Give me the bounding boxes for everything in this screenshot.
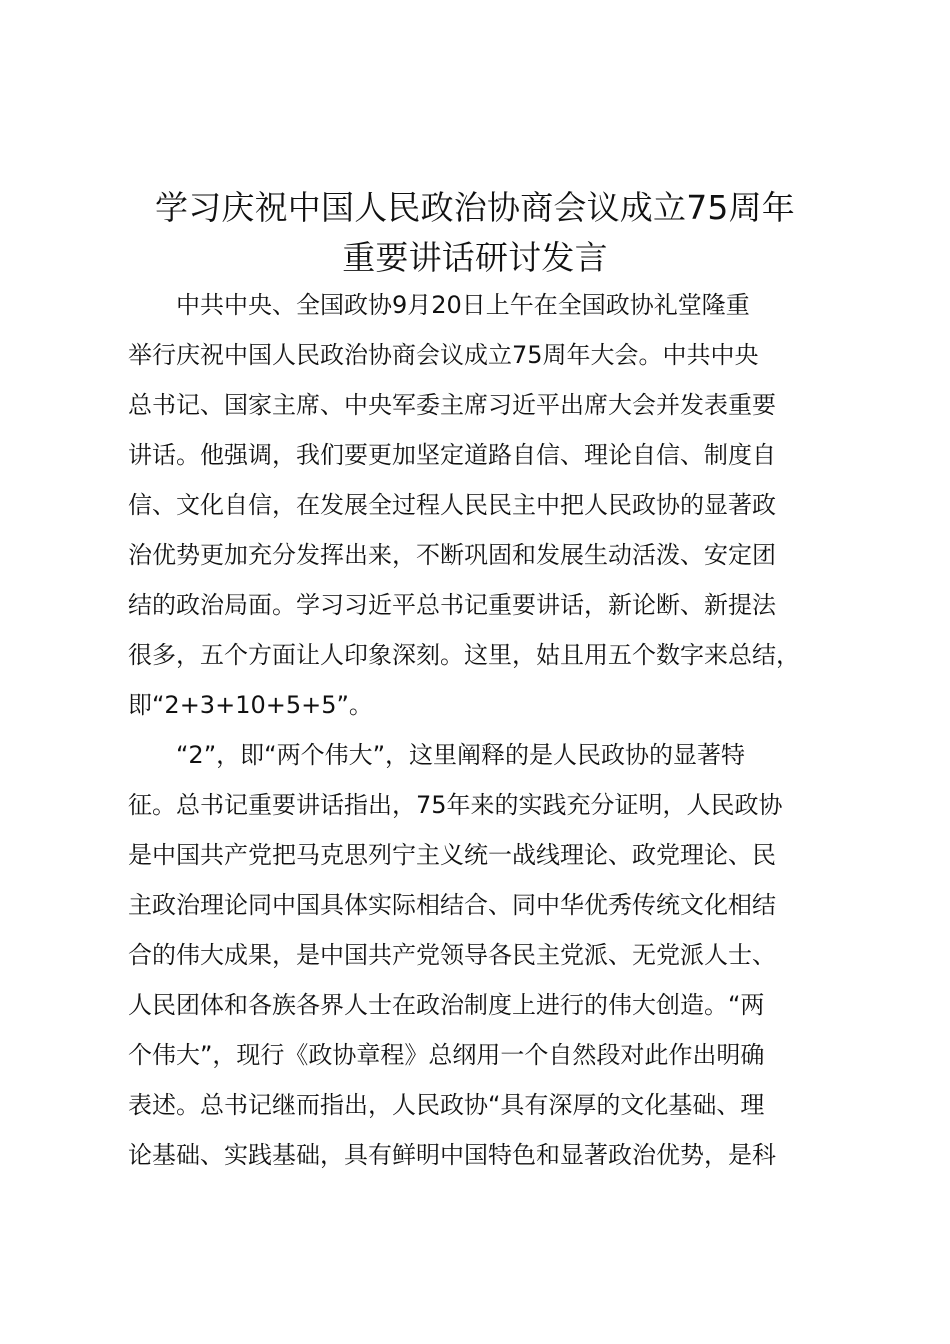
paragraph-line: 讲话。他强调，我们要更加坚定道路自信、理论自信、制度自 [128, 441, 776, 469]
paragraph-line: 信、文化自信，在发展全过程人民民主中把人民政协的显著政 [128, 491, 776, 519]
paragraph-line: 个伟大”，现行《政协章程》总纲用一个自然段对此作出明确 [128, 1041, 765, 1069]
paragraph-line: 结的政治局面。学习习近平总书记重要讲话，新论断、新提法 [128, 591, 776, 619]
paragraph-line: 很多，五个方面让人印象深刻。这里，姑且用五个数字来总结， [128, 641, 800, 669]
paragraph-line: 表述。总书记继而指出，人民政协“具有深厚的文化基础、理 [128, 1091, 765, 1119]
paragraph-line: 治优势更加充分发挥出来，不断巩固和发展生动活泼、安定团 [128, 541, 776, 569]
paragraph-1 [128, 280, 868, 730]
paragraph-line: 主政治理论同中国具体实际相结合、同中华优秀传统文化相结 [128, 891, 776, 919]
paragraph-line: 征。总书记重要讲话指出，75年来的实践充分证明，人民政协 [128, 791, 783, 819]
paragraph-line: “2”，即“两个伟大”，这里阐释的是人民政协的显著特 [176, 741, 746, 769]
paragraph-2 [128, 730, 868, 1180]
paragraph-line: 论基础、实践基础，具有鲜明中国特色和显著政治优势，是科 [128, 1141, 776, 1169]
paragraph-line: 举行庆祝中国人民政治协商会议成立75周年大会。中共中央 [128, 341, 759, 369]
paragraph-line: 中共中央、全国政协9月20日上午在全国政协礼堂隆重 [176, 291, 750, 319]
document-title-line-1: 学习庆祝中国人民政治协商会议成立75周年 [155, 188, 795, 227]
document-title-line-2: 重要讲话研讨发言 [342, 238, 608, 277]
document-body [128, 280, 868, 1180]
paragraph-line: 人民团体和各族各界人士在政治制度上进行的伟大创造。“两 [128, 991, 765, 1019]
paragraph-line: 是中国共产党把马克思列宁主义统一战线理论、政党理论、民 [128, 841, 776, 869]
paragraph-line: 即“2+3+10+5+5”。 [128, 691, 373, 719]
paragraph-line: 合的伟大成果，是中国共产党领导各民主党派、无党派人士、 [128, 941, 776, 969]
paragraph-line: 总书记、国家主席、中央军委主席习近平出席大会并发表重要 [128, 391, 776, 419]
